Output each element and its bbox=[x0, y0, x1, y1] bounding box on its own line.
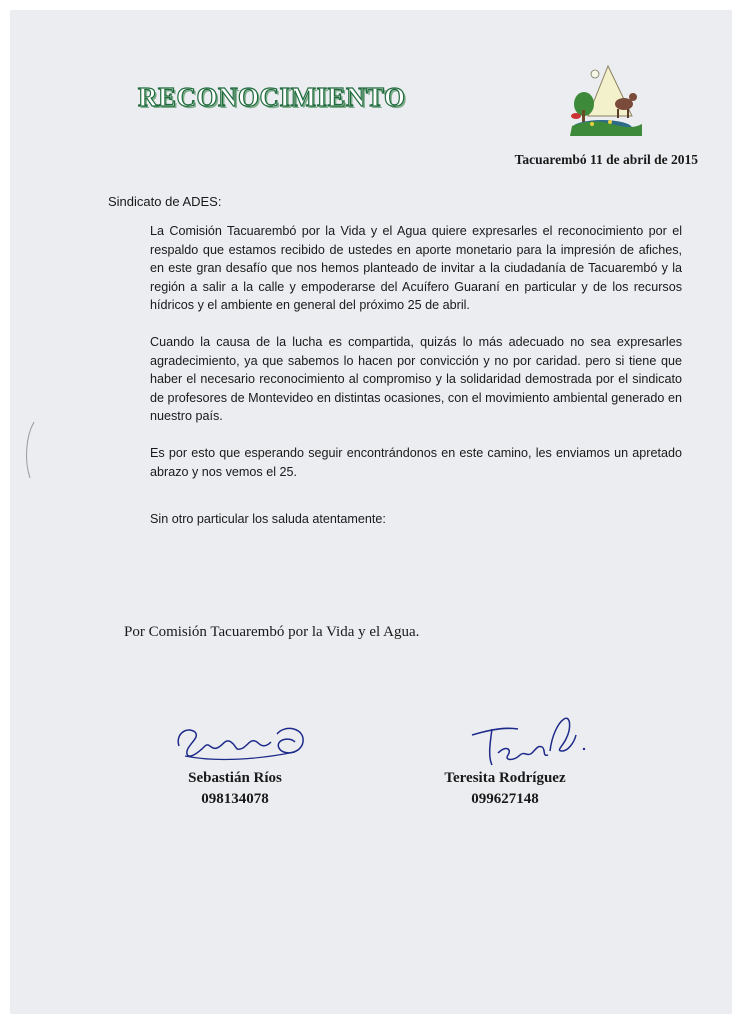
landscape-goat-logo-icon bbox=[562, 54, 646, 138]
letter-date: Tacuarembó 11 de abril de 2015 bbox=[514, 152, 698, 167]
body-paragraph: La Comisión Tacuarembó por la Vida y el Agua quiere expresarles el reconocimiento por el respaldo que estamos recibido de ustedes en aporte monetario para la impresión de afiches, en este gran desafío que nos hemos planteado de invitar a la ciudadanía de Tacuarembó y la región a salir a la calle y empoderarse del Acuífero Guaraní en particular y de los recursos hídricos y el ambiente en general del próximo 25 de abril. bbox=[150, 224, 682, 313]
closing-line: Sin otro particular los saluda atentamente: bbox=[150, 512, 386, 526]
scan-mark-icon bbox=[18, 420, 38, 480]
signature-sebastian-icon bbox=[165, 712, 315, 772]
signatory-phone: 098134078 bbox=[201, 791, 269, 807]
addressee: Sindicato de ADES: bbox=[108, 194, 222, 209]
committee-line: Por Comisión Tacuarembó por la Vida y el Agua. bbox=[124, 624, 420, 640]
signatory-name: Teresita Rodríguez bbox=[444, 770, 566, 786]
letter-body bbox=[150, 222, 682, 499]
signatory-name: Sebastián Ríos bbox=[188, 770, 282, 786]
signature-teresita-icon bbox=[462, 705, 592, 777]
body-paragraph: Cuando la causa de la lucha es compartida, quizás lo más adecuado no sea expresarles agradecimiento, ya que sabemos lo hacen por convicción y no por caridad. pero si tiene que haber el necesario reconocimiento al compromiso y la solidaridad demostrada por el sindicato de profesores de Montevideo en distintas ocasiones, con el movimiento ambiental generado en nuestro país. bbox=[150, 334, 682, 424]
signatory-phone: 099627148 bbox=[471, 791, 539, 807]
body-paragraph: Es por esto que esperando seguir encontrándonos en este camino, les enviamos un apretado abrazo y nos vemos el 25. bbox=[150, 445, 682, 479]
letter-title: RECONOCIMIENTO bbox=[138, 82, 406, 112]
